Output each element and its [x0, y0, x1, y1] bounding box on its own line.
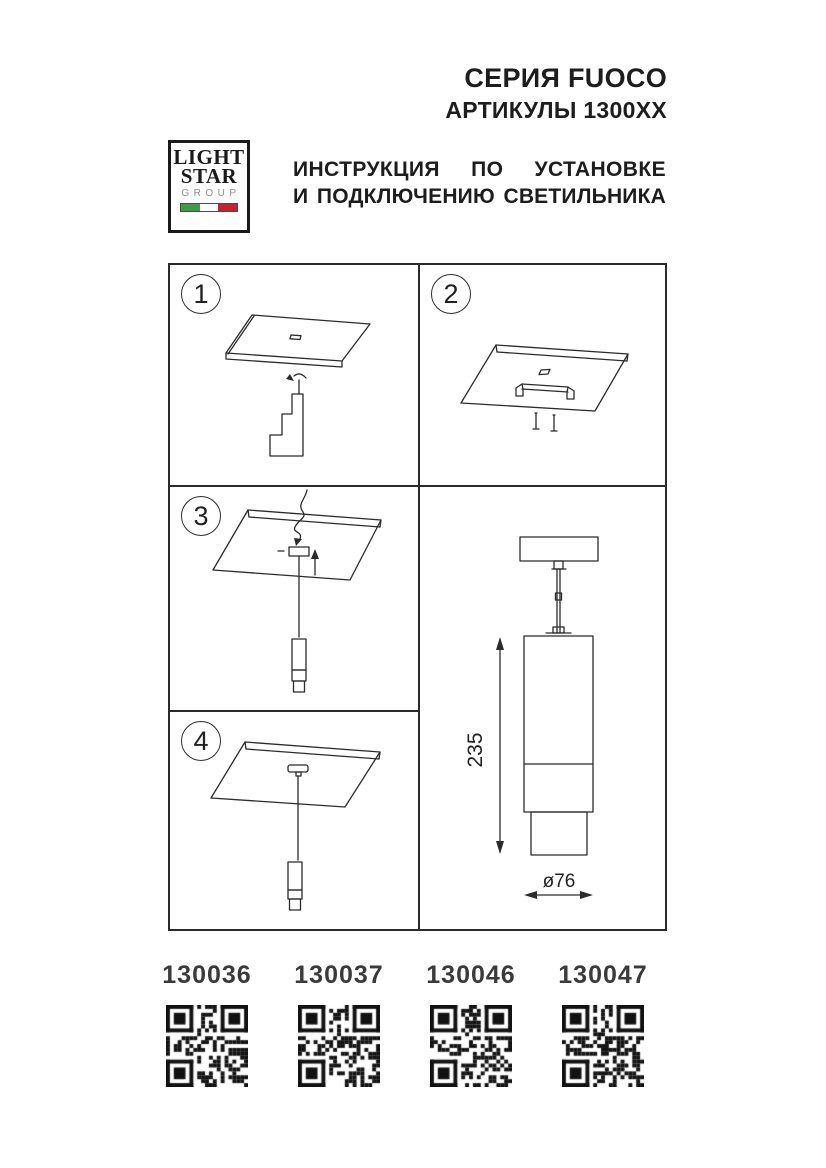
toggle-anchor [270, 374, 306, 456]
article-code: 130047 [558, 961, 648, 989]
article-code: 130036 [162, 961, 252, 989]
italian-flag-icon [180, 203, 238, 212]
instruction-word: ПО [471, 158, 504, 181]
qr-code [166, 1005, 248, 1087]
ceiling-plate [213, 510, 381, 580]
pendant-body [288, 862, 302, 910]
step-2-panel [420, 265, 665, 483]
step-number: 2 [443, 278, 459, 309]
article-item [264, 961, 414, 1092]
diameter-dimension-label: ø76 [542, 871, 576, 892]
lamp-body [524, 627, 593, 855]
step-4-badge [181, 721, 221, 761]
article-item [132, 961, 282, 1092]
step-3-panel [170, 487, 416, 708]
step-2-badge [431, 274, 471, 314]
step-1-panel [170, 265, 416, 483]
qr-code [430, 1005, 512, 1087]
canopy [520, 537, 598, 569]
suspension-cord [556, 569, 562, 633]
diameter-dimension [524, 871, 593, 899]
title-block [445, 63, 667, 123]
step-number: 4 [193, 725, 209, 756]
ceiling-plate [226, 315, 370, 367]
article-item [528, 961, 678, 1092]
article-item [396, 961, 546, 1092]
dimensions-panel [420, 487, 665, 929]
instruction-line2-text: И ПОДКЛЮЧЕНИЮ СВЕТИЛЬНИКА [293, 185, 666, 208]
article-code: 130046 [426, 961, 516, 989]
instruction-word: УСТАНОВКЕ [534, 158, 666, 181]
step-4-panel [170, 712, 416, 929]
step-number: 1 [193, 278, 209, 309]
logo-word-group: GROUP [181, 188, 241, 199]
ceiling-plate [461, 345, 628, 411]
qr-code [298, 1005, 380, 1087]
instruction-heading-line1 [293, 156, 666, 183]
article-code: 130037 [294, 961, 384, 989]
dimensions-diagram [420, 487, 665, 929]
height-dimension [464, 637, 504, 854]
lightstar-logo [168, 140, 250, 233]
logo-word-light: LIGHT [173, 145, 245, 169]
qr-code [562, 1005, 644, 1087]
step-1-badge [181, 274, 221, 314]
pendant-body [292, 639, 306, 692]
height-dimension-label: 235 [464, 732, 487, 768]
step-3-badge [181, 496, 221, 536]
series-title: СЕРИЯ FUOCO [464, 63, 667, 93]
instruction-heading [293, 156, 666, 210]
step-number: 3 [193, 500, 209, 531]
instruction-heading-line2 [293, 183, 666, 210]
mounting-screws [533, 413, 557, 431]
articles-subtitle: АРТИКУЛЫ 1300ХХ [445, 97, 667, 123]
logo-word-star: STAR [180, 164, 238, 188]
instruction-word: ИНСТРУКЦИЯ [293, 158, 440, 181]
steps-grid [168, 263, 667, 931]
